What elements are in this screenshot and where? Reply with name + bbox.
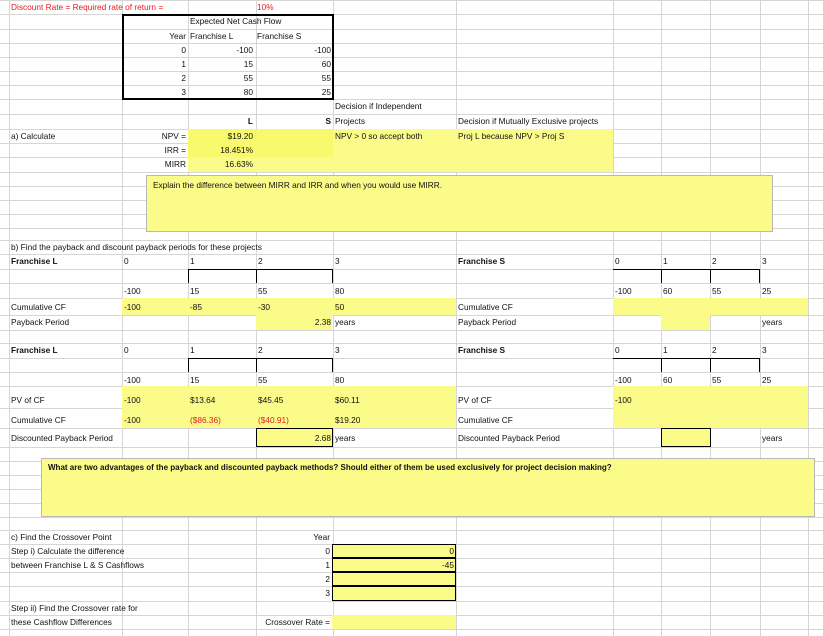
- franchise-l-cell[interactable]: 80: [243, 87, 253, 97]
- gridline: [0, 330, 823, 331]
- col-franchise-s: Franchise S: [257, 31, 302, 41]
- gridline: [0, 530, 823, 531]
- discounted-payback-label: Discounted Payback Period: [458, 433, 560, 443]
- franchise-s-cell[interactable]: 55: [321, 73, 331, 83]
- years-unit: years: [335, 317, 356, 327]
- franchise-l-cell[interactable]: 55: [243, 73, 253, 83]
- cumulative-cf-cell[interactable]: -100: [124, 302, 141, 312]
- step1-label: Step i) Calculate the difference: [11, 546, 125, 556]
- franchise-s-cell[interactable]: -100: [314, 45, 331, 55]
- gridline: [808, 0, 809, 636]
- cash-flow-cell[interactable]: -100: [615, 375, 632, 385]
- discounted-cumulative-cell[interactable]: ($40.91): [258, 415, 289, 425]
- decision-mutex-label: Decision if Mutually Exclusive projects: [458, 116, 599, 126]
- pv-cell[interactable]: $45.45: [258, 395, 284, 405]
- cumulative-cf-label: Cumulative CF: [11, 415, 66, 425]
- cash-flow-cell[interactable]: 25: [762, 286, 772, 296]
- timeline-year: 0: [124, 345, 129, 355]
- timeline-year: 1: [663, 256, 668, 266]
- cashflow-difference-value[interactable]: -45: [442, 560, 454, 570]
- cash-flow-cell[interactable]: 80: [335, 375, 345, 385]
- payback-question-box[interactable]: [41, 458, 815, 517]
- pv-of-cf-label: PV of CF: [458, 395, 492, 405]
- gridline: [613, 0, 614, 636]
- pv-cell[interactable]: $60.11: [335, 395, 360, 405]
- step1-label-2: between Franchise L & S Cashflows: [11, 560, 144, 570]
- cash-flow-cell[interactable]: -100: [124, 375, 141, 385]
- payback-period-label: Payback Period: [458, 317, 517, 327]
- franchise-l-cell[interactable]: 15: [243, 59, 253, 69]
- mirr-question-box[interactable]: [146, 175, 773, 232]
- pv-s-fill: [613, 386, 808, 428]
- mirr-label: MIRR: [164, 159, 186, 169]
- discounted-payback-l-value[interactable]: 2.68: [314, 433, 331, 443]
- franchise-s-cell[interactable]: 25: [321, 87, 331, 97]
- discount-rate-value: 10%: [257, 2, 274, 12]
- year-cell: 0: [181, 45, 186, 55]
- cash-flow-cell[interactable]: 60: [663, 375, 673, 385]
- franchise-s-cell[interactable]: 60: [321, 59, 331, 69]
- timeline-year: 2: [258, 345, 263, 355]
- cash-flow-cell[interactable]: 15: [190, 286, 200, 296]
- cash-flow-cell[interactable]: 55: [712, 286, 722, 296]
- timeline-line: [759, 358, 760, 372]
- year-cell: 1: [181, 59, 186, 69]
- timeline-year: 1: [663, 345, 668, 355]
- cash-flow-cell[interactable]: 15: [190, 375, 200, 385]
- franchise-l-cell[interactable]: -100: [236, 45, 253, 55]
- payback-period-l-value[interactable]: 2.38: [314, 317, 331, 327]
- gridline: [0, 447, 823, 448]
- timeline-line: [188, 269, 189, 283]
- cashflow-difference-value[interactable]: [332, 586, 456, 600]
- timeline-year: 3: [335, 256, 340, 266]
- crossover-year: 3: [325, 588, 330, 598]
- cash-flow-cell[interactable]: 25: [762, 375, 772, 385]
- franchise-l-heading: Franchise L: [11, 345, 58, 355]
- head-s: S: [325, 116, 331, 126]
- timeline-line: [661, 269, 662, 283]
- timeline-year: 2: [712, 345, 717, 355]
- cumulative-cf-cell[interactable]: -30: [258, 302, 270, 312]
- timeline-year: 3: [762, 256, 767, 266]
- discounted-cumulative-cell[interactable]: $19.20: [335, 415, 361, 425]
- years-unit: years: [335, 433, 356, 443]
- npv-l-value[interactable]: $19.20: [227, 131, 253, 141]
- pv-cell[interactable]: $13.64: [190, 395, 216, 405]
- part-c-title: c) Find the Crossover Point: [11, 532, 112, 542]
- timeline-year: 0: [615, 256, 620, 266]
- franchise-s-heading: Franchise S: [458, 256, 506, 266]
- timeline-line: [332, 269, 333, 283]
- franchise-l-heading: Franchise L: [11, 256, 58, 266]
- timeline-line: [256, 269, 257, 283]
- cumulative-cf-label: Cumulative CF: [11, 302, 66, 312]
- gridline: [0, 629, 823, 630]
- crossover-rate-cell[interactable]: [332, 615, 456, 629]
- timeline-line: [710, 358, 711, 372]
- crossover-rate-label: Crossover Rate =: [265, 617, 330, 627]
- cumulative-cf-cell[interactable]: -85: [190, 302, 202, 312]
- head-l: L: [247, 116, 253, 126]
- pv-of-cf-label: PV of CF: [11, 395, 45, 405]
- timeline-line: [332, 358, 333, 372]
- npv-label: NPV =: [161, 131, 186, 141]
- crossover-year: 0: [325, 546, 330, 556]
- cash-flow-cell[interactable]: -100: [124, 286, 141, 296]
- gridline: [710, 0, 711, 636]
- col-year: Year: [169, 31, 186, 41]
- pv-cell[interactable]: -100: [124, 395, 141, 405]
- crossover-year: 1: [325, 560, 330, 570]
- cum-l-fill: [122, 298, 456, 315]
- disc-payback-s-cell[interactable]: [661, 428, 711, 447]
- cumulative-cf-cell[interactable]: 50: [335, 302, 345, 312]
- timeline-line: [188, 358, 189, 372]
- year-cell: 2: [181, 73, 186, 83]
- timeline-line: [256, 358, 257, 372]
- years-unit: years: [762, 317, 783, 327]
- year-cell: 3: [181, 87, 186, 97]
- cash-flow-cell[interactable]: 55: [712, 375, 722, 385]
- step2-label: Step ii) Find the Crossover rate for: [11, 603, 138, 613]
- irr-label: IRR =: [164, 145, 186, 155]
- timeline-year: 3: [335, 345, 340, 355]
- decision-independent-label: Decision if Independent: [335, 101, 422, 111]
- timeline-year: 3: [762, 345, 767, 355]
- part-a-label: a) Calculate: [11, 131, 56, 141]
- timeline-line: [661, 358, 662, 372]
- year-label: Year: [313, 532, 330, 542]
- cash-flow-cell[interactable]: 55: [258, 286, 268, 296]
- table-title: Expected Net Cash Flow: [190, 16, 282, 26]
- gridline: [0, 172, 823, 173]
- timeline-year: 2: [712, 256, 717, 266]
- cumulative-cf-label: Cumulative CF: [458, 415, 513, 425]
- irr-l-value[interactable]: 18.451%: [220, 145, 253, 155]
- timeline-line: [710, 269, 711, 283]
- payback-period-label: Payback Period: [11, 317, 70, 327]
- cash-flow-cell[interactable]: 60: [663, 286, 673, 296]
- pv-cell[interactable]: -100: [615, 395, 632, 405]
- cashflow-difference-value[interactable]: [332, 572, 456, 586]
- cumulative-cf-label: Cumulative CF: [458, 302, 513, 312]
- cash-flow-cell[interactable]: 55: [258, 375, 268, 385]
- decision-mutex-answer[interactable]: Proj L because NPV > Proj S: [458, 131, 565, 141]
- cash-flow-cell[interactable]: -100: [615, 286, 632, 296]
- decision-independent-label-2: Projects: [335, 116, 365, 126]
- cashflow-difference-value[interactable]: 0: [449, 546, 454, 556]
- step2-label-2: these Cashflow Differences: [11, 617, 112, 627]
- cash-flow-cell[interactable]: 80: [335, 286, 345, 296]
- gridline: [0, 517, 823, 518]
- part-b-title: b) Find the payback and discount payback periods for these projects: [11, 242, 262, 252]
- discounted-cumulative-cell[interactable]: ($86.36): [190, 415, 221, 425]
- timeline-line: [613, 269, 760, 270]
- discount-rate-label: Discount Rate = Required rate of return =: [11, 2, 164, 12]
- discounted-payback-label: Discounted Payback Period: [11, 433, 113, 443]
- mirr-question: Explain the difference between MIRR and IRR and when you would use MIRR.: [153, 180, 443, 190]
- payback-s-cell[interactable]: [661, 315, 710, 330]
- timeline-year: 0: [615, 345, 620, 355]
- timeline-line: [188, 358, 333, 359]
- gridline: [0, 114, 823, 115]
- discounted-cumulative-cell[interactable]: -100: [124, 415, 141, 425]
- cum-s-fill: [613, 298, 808, 315]
- timeline-year: 2: [258, 256, 263, 266]
- timeline-line: [613, 358, 760, 359]
- col-franchise-l: Franchise L: [190, 31, 234, 41]
- years-unit: years: [762, 433, 783, 443]
- timeline-line: [188, 269, 333, 270]
- decision-independent-answer[interactable]: NPV > 0 so accept both: [335, 131, 423, 141]
- franchise-s-heading: Franchise S: [458, 345, 506, 355]
- mirr-l-value[interactable]: 16.63%: [224, 159, 253, 169]
- timeline-year: 1: [190, 345, 195, 355]
- timeline-year: 1: [190, 256, 195, 266]
- crossover-year: 2: [325, 574, 330, 584]
- timeline-line: [759, 269, 760, 283]
- payback-question: What are two advantages of the payback and discounted payback methods? Should either of them be used exclusively for project decision making?: [48, 463, 612, 472]
- timeline-year: 0: [124, 256, 129, 266]
